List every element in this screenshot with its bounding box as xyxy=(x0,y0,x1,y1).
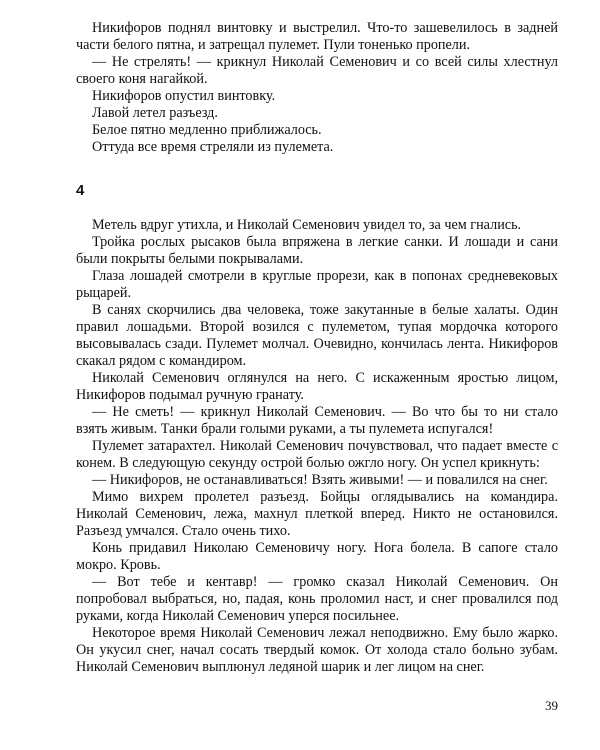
paragraph: Некоторое время Николай Семенович лежал неподвижно. Ему было жарко. Он укусил снег, начал сосать твердый комок. От холода стало больно зубам. Николай Семенович выплюнул ледяной шарик и лег лицом на снег. xyxy=(76,625,558,675)
page-number: 39 xyxy=(545,698,558,713)
section-number: 4 xyxy=(76,182,85,199)
text-block-after xyxy=(76,217,558,676)
paragraph: — Не стрелять! — крикнул Николай Семенович и со всей силы хлестнул своего коня нагайкой. xyxy=(76,54,558,87)
paragraph: Николай Семенович оглянулся на него. С искаженным яростью лицом, Никифоров подымал ручную гранату. xyxy=(76,370,558,403)
paragraph: Конь придавил Николаю Семеновичу ногу. Нога болела. В сапоге стало мокро. Кровь. xyxy=(76,540,558,573)
paragraph: Тройка рослых рысаков была впряжена в легкие санки. И лошади и сани были покрыты белыми покрывалами. xyxy=(76,234,558,267)
paragraph: Пулемет затарахтел. Николай Семенович почувствовал, что падает вместе с конем. В следующую секунду острой болью ожгло ногу. Он успел крикнуть: xyxy=(76,438,558,471)
paragraph: Никифоров опустил винтовку. xyxy=(92,88,276,104)
paragraph: Лавой летел разъезд. xyxy=(92,105,218,121)
paragraph: Глаза лошадей смотрели в круглые прорези, как в попонах средневековых рыцарей. xyxy=(76,268,558,301)
paragraph: — Никифоров, не останавливаться! Взять живыми! — и повалился на снег. xyxy=(92,472,548,488)
paragraph: — Вот тебе и кентавр! — громко сказал Николай Семенович. Он попробовал выбраться, но, падая, конь проломил наст, и снег провалился под руками, когда Николай Семенович уперся посильнее. xyxy=(76,574,558,624)
paragraph: — Не сметь! — крикнул Николай Семенович. — Во что бы то ни стало взять живым. Танки брали голыми руками, а ты пулемета испугался! xyxy=(76,404,558,437)
text-block-before xyxy=(76,20,558,156)
paragraph: Никифоров поднял винтовку и выстрелил. Что-то зашевелилось в задней части белого пятна, и затрещал пулемет. Пули тоненько пропели. xyxy=(76,20,558,53)
paragraph: Мимо вихрем пролетел разъезд. Бойцы оглядывались на командира. Николай Семенович, лежа, махнул плеткой вперед. Никто не остановился. Разъезд умчался. Стало очень тихо. xyxy=(76,489,558,539)
paragraph: В санях скорчились два человека, тоже закутанные в белые халаты. Один правил лошадьми. Второй возился с пулеметом, тупая мордочка которого высовывалась сзади. Пулемет молчал. Очевидно, кончилась лента. Никифоров скакал рядом с командиром. xyxy=(76,302,558,369)
paragraph: Белое пятно медленно приближалось. xyxy=(92,122,322,138)
paragraph: Оттуда все время стреляли из пулемета. xyxy=(92,139,334,155)
paragraph: Метель вдруг утихла, и Николай Семенович увидел то, за чем гнались. xyxy=(92,217,522,233)
